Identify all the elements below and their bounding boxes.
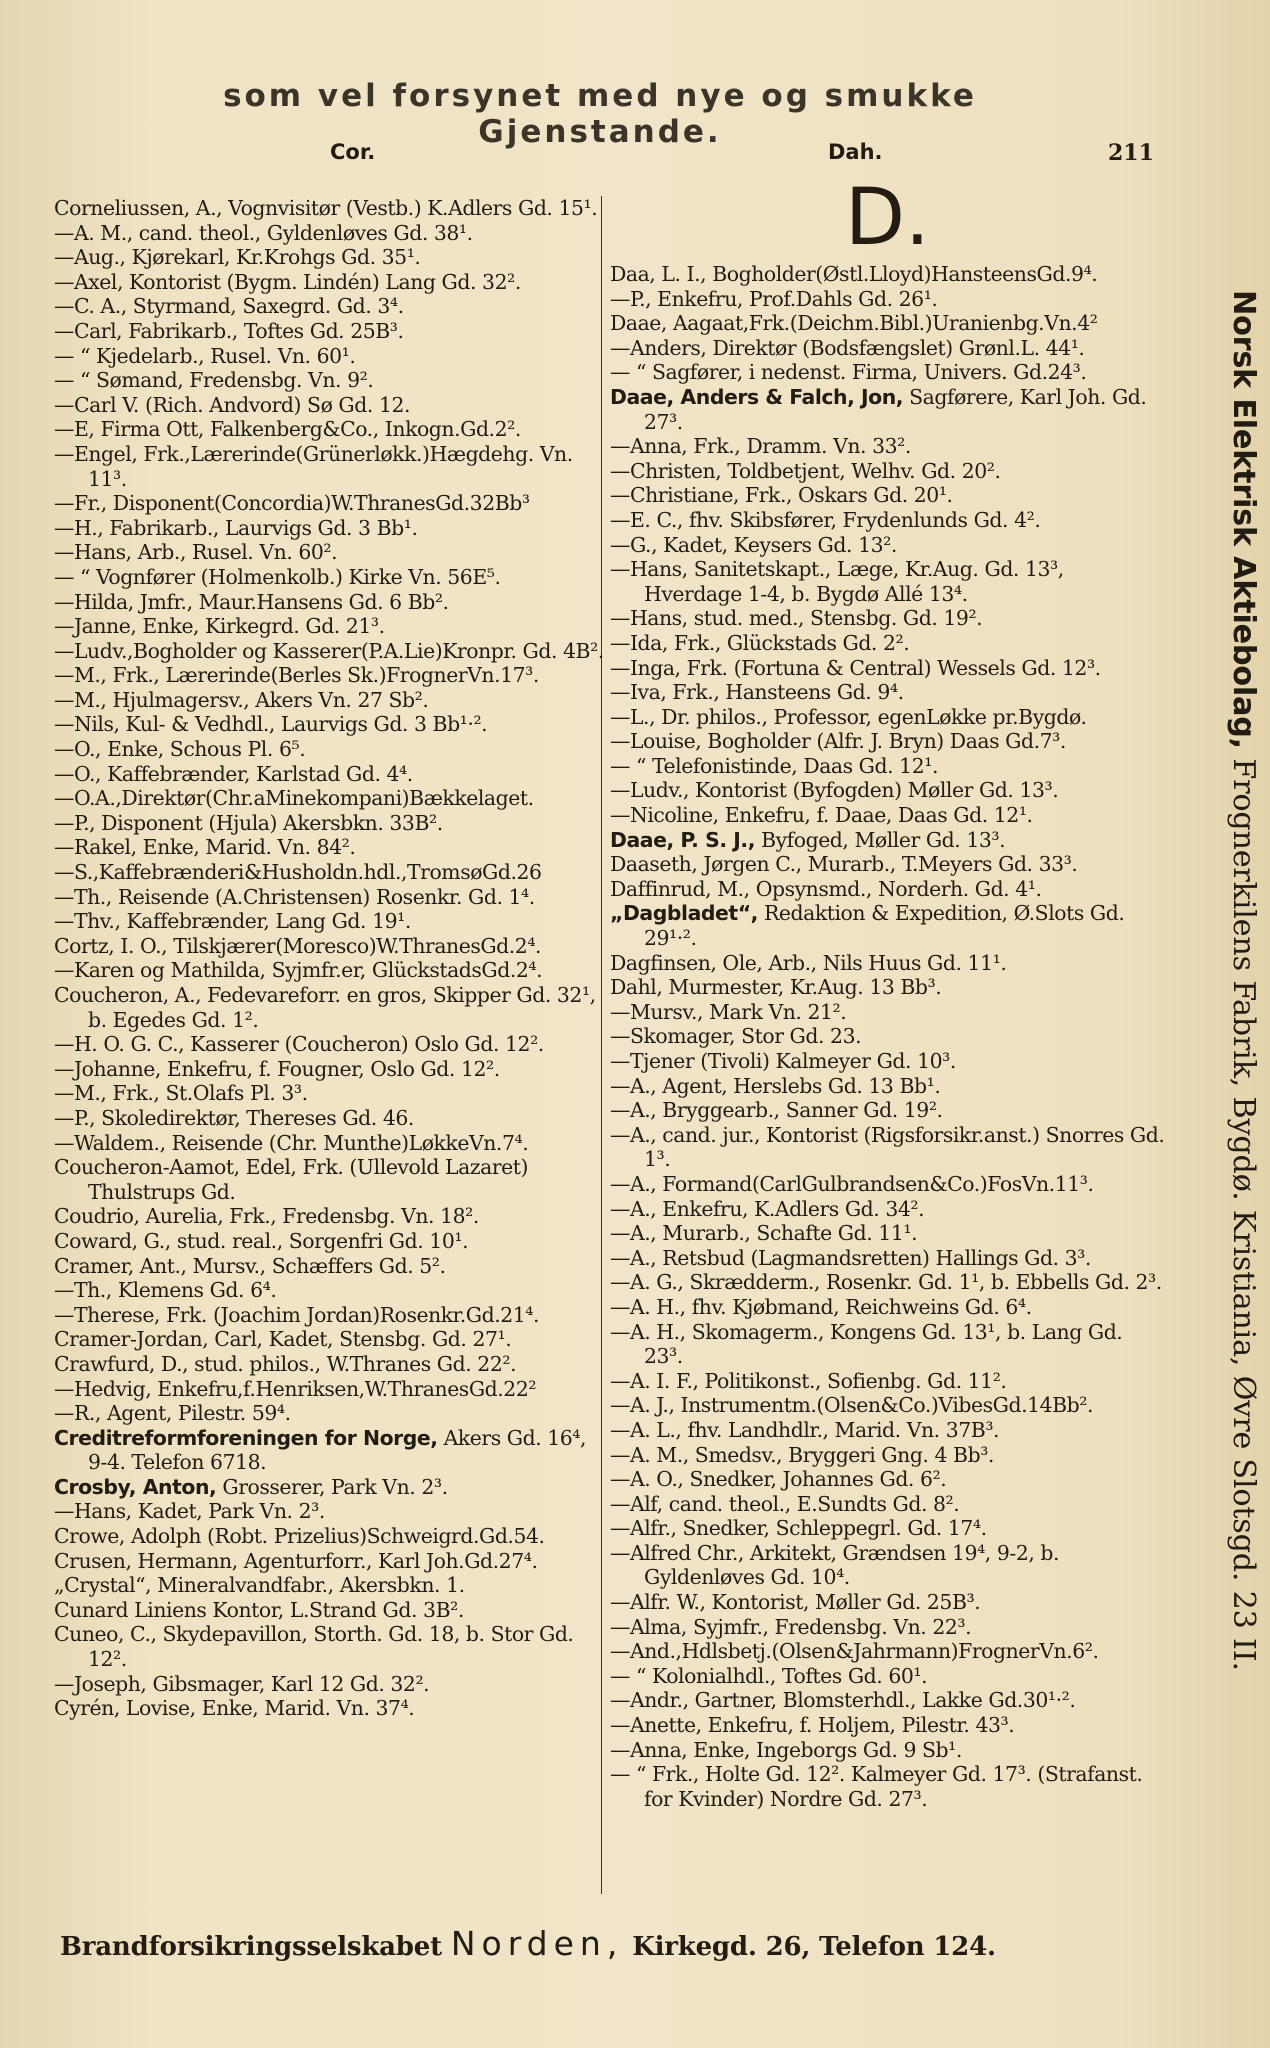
directory-entry [610, 1369, 1165, 1394]
directory-entry [54, 688, 606, 713]
directory-entry [54, 491, 606, 516]
directory-entry [54, 1524, 606, 1549]
entry-text: Coward, G., stud. real., Sorgenfri Gd. 10¹. [54, 1228, 469, 1253]
entry-text: —Skomager, Stor Gd. 23. [610, 1024, 862, 1049]
directory-entry [54, 934, 606, 959]
entry-text: —O., Enke, Schous Pl. 6⁵. [54, 737, 306, 762]
directory-entry [610, 533, 1165, 558]
entry-bold-name: Daae, P. S. J., [610, 827, 756, 852]
entry-text: Grosserer, Park Vn. 2³. [216, 1474, 448, 1499]
directory-entry [610, 1639, 1165, 1664]
entry-text: — “ Kjedelarb., Rusel. Vn. 60¹. [54, 343, 356, 368]
section-letter: D. [845, 173, 930, 263]
directory-entry [54, 712, 606, 737]
directory-entry [54, 737, 606, 762]
entry-text: —P., Disponent (Hjula) Akersbkn. 33B². [54, 810, 443, 835]
entry-text: —Louise, Bogholder (Alfr. J. Bryn) Daas Gd.7³. [610, 729, 1066, 754]
entry-text: —A., cand. jur., Kontorist (Rigsforsikr.anst.) Snorres Gd. 1³. [610, 1122, 1171, 1172]
directory-entry [54, 639, 606, 664]
directory-entry [54, 1032, 606, 1057]
footer-advertisement [60, 1924, 1180, 1963]
directory-entry [54, 614, 606, 639]
entry-text: —A. G., Skrædderm., Rosenkr. Gd. 1¹, b. Ebbells Gd. 2³. [610, 1270, 1162, 1295]
entry-text: —R., Agent, Pilestr. 59⁴. [54, 1401, 291, 1426]
directory-entry [610, 1074, 1165, 1099]
entry-text: Dahl, Murmester, Kr.Aug. 13 Bb³. [610, 975, 942, 1000]
directory-entry [610, 434, 1165, 459]
entry-text: —H. O. G. C., Kasserer (Coucheron) Oslo Gd. 12². [54, 1032, 544, 1057]
entry-text: —A. J., Instrumentm.(Olsen&Co.)VibesGd.14Bb². [610, 1393, 1094, 1418]
directory-entry [54, 1622, 606, 1671]
directory-entry [54, 393, 606, 418]
entry-text: —L., Dr. philos., Professor, egenLøkke pr.Bygdø. [610, 704, 1087, 729]
entry-text: —Hedvig, Enkefru,f.Henriksen,W.ThranesGd.22² [54, 1376, 537, 1401]
directory-entry [610, 828, 1165, 853]
directory-entry [610, 975, 1165, 1000]
entry-text: —Hilda, Jmfr., Maur.Hansens Gd. 6 Bb². [54, 589, 449, 614]
directory-entry [610, 336, 1165, 361]
entry-text: —A., Retsbud (Lagmandsretten) Hallings Gd. 3³. [610, 1245, 1091, 1270]
directory-entry [610, 557, 1165, 606]
entry-text: Sagførere, Karl Joh. Gd. 27³. [644, 384, 1153, 434]
entry-text: —P., Skoledirektør, Thereses Gd. 46. [54, 1105, 414, 1130]
directory-entry [54, 516, 606, 541]
side-ad-company: Norsk Elektrisk Aktiebolag, [1226, 290, 1261, 749]
directory-entry [54, 417, 606, 442]
entry-text: —Thv., Kaffebrænder, Lang Gd. 19¹. [54, 909, 411, 934]
entry-text: Daae, Aagaat,Frk.(Deichm.Bibl.)Uranienbg.Vn.4² [610, 311, 1098, 336]
entry-text: —Ludv.,Bogholder og Kasserer(P.A.Lie)Kronpr. Gd. 4B². [54, 638, 604, 663]
directory-entry [610, 1122, 1171, 1172]
footer-brand: Norden, [450, 1924, 624, 1963]
entry-text: Byfoged, Møller Gd. 13³. [755, 827, 1006, 852]
directory-entry [54, 1057, 606, 1082]
entry-text: Dagfinsen, Ole, Arb., Nils Huus Gd. 11¹. [610, 950, 1007, 975]
directory-entry [610, 680, 1165, 705]
directory-entry [610, 1738, 1165, 1763]
entry-text: —Hans, Kadet, Park Vn. 2³. [54, 1499, 325, 1524]
directory-entry [54, 319, 606, 344]
entry-text: Cortz, I. O., Tilskjærer(Moresco)W.ThranesGd.2⁴. [54, 933, 542, 958]
entry-text: —H., Fabrikarb., Laurvigs Gd. 3 Bb¹. [54, 515, 418, 540]
directory-entry [54, 860, 606, 885]
entry-text: Cramer, Ant., Mursv., Schæffers Gd. 5². [54, 1253, 446, 1278]
entry-bold-name: „Dagbladet“, [610, 901, 758, 926]
entry-text: —Aug., Kjørekarl, Kr.Krohgs Gd. 35¹. [54, 245, 421, 270]
entry-text: —Rakel, Enke, Marid. Vn. 84². [54, 835, 356, 860]
entry-text: —M., Frk., St.Olafs Pl. 3³. [54, 1081, 308, 1106]
entry-text: —A., Murarb., Schafte Gd. 11¹. [610, 1221, 918, 1246]
directory-entry [54, 221, 606, 246]
directory-entry [610, 459, 1165, 484]
directory-entry [610, 1295, 1165, 1320]
entry-text: Cyrén, Lovise, Enke, Marid. Vn. 37⁴. [54, 1696, 415, 1721]
directory-entry [54, 1573, 606, 1598]
entry-text: —M., Frk., Lærerinde(Berles Sk.)FrognerVn.17³. [54, 663, 539, 688]
right-guide-word: Dah. [828, 140, 883, 164]
directory-entry [54, 1352, 606, 1377]
directory-entry [610, 705, 1165, 730]
directory-entry [610, 656, 1165, 681]
entry-text: —A., Agent, Herslebs Gd. 13 Bb¹. [610, 1073, 941, 1098]
entry-text: — “ Sagfører, i nedenst. Firma, Univers. Gd.24³. [610, 360, 1087, 385]
entry-text: „Crystal“, Mineralvandfabr., Akersbkn. 1. [54, 1573, 465, 1598]
directory-entry [610, 1197, 1165, 1222]
entry-text: —G., Kadet, Keysers Gd. 13². [610, 532, 897, 557]
directory-entry [54, 1278, 606, 1303]
directory-entry [610, 1615, 1165, 1640]
directory-entry [54, 983, 606, 1032]
directory-entry [54, 1155, 606, 1204]
entry-text: Akers Gd. 16⁴, 9-4. Telefon 6718. [88, 1425, 593, 1475]
directory-entry [610, 631, 1165, 656]
directory-entry [54, 294, 606, 319]
directory-entry [610, 311, 1165, 336]
entry-text: —Anna, Frk., Dramm. Vn. 33². [610, 434, 911, 459]
entry-text: —O.A.,Direktør(Chr.aMinekompani)Bækkelaget. [54, 786, 534, 811]
entry-text: —M., Hjulmagersv., Akers Vn. 27 Sb². [54, 687, 429, 712]
entry-text: —Janne, Enke, Kirkegrd. Gd. 21³. [54, 614, 385, 639]
entry-text: —A., Enkefru, K.Adlers Gd. 34². [610, 1196, 925, 1221]
entry-text: —Waldem., Reisende (Chr. Munthe)LøkkeVn.7⁴. [54, 1130, 529, 1155]
entry-text: Daffinrud, M., Opsynsmd., Norderh. Gd. 4¹. [610, 876, 1042, 901]
entry-text: —E. C., fhv. Skibsfører, Frydenlunds Gd. 4². [610, 507, 1041, 532]
footer-company: Brandforsikringsselskabet [60, 1932, 442, 1962]
directory-entry [610, 901, 1165, 950]
directory-entry [610, 1688, 1165, 1713]
entry-text: —Ludv., Kontorist (Byfogden) Møller Gd. 13³. [610, 778, 1059, 803]
entry-text: —Th., Reisende (A.Christensen) Rosenkr. Gd. 1⁴. [54, 884, 535, 909]
directory-entry [54, 1696, 606, 1721]
directory-entry [54, 1229, 606, 1254]
directory-entry [54, 762, 606, 787]
directory-entry [610, 287, 1165, 312]
directory-entry [54, 909, 606, 934]
directory-entry [54, 1303, 606, 1328]
entry-text: —Andr., Gartner, Blomsterhdl., Lakke Gd.30¹·². [610, 1688, 1076, 1713]
directory-entry [610, 778, 1165, 803]
entry-text: — “ Telefonistinde, Daas Gd. 12¹. [610, 753, 938, 778]
directory-entry [54, 1549, 606, 1574]
entry-bold-name: Daae, Anders & Falch, Jon, [610, 384, 904, 409]
entry-text: — “ Frk., Holte Gd. 12². Kalmeyer Gd. 17³. (Strafanst. for Kvinder) Nordre Gd. 27³. [610, 1762, 1149, 1811]
entry-text: — “ Vognfører (Holmenkolb.) Kirke Vn. 56E⁵. [54, 564, 501, 589]
side-ad-address: Frognerkilens Fabrik, Bygdø. Kristiania, Øvre Slotsgd. 23 II. [1226, 748, 1261, 1671]
directory-entry [54, 1377, 606, 1402]
entry-text: —A. M., cand. theol., Gyldenløves Gd. 38¹. [54, 220, 473, 245]
directory-entry [610, 1049, 1165, 1074]
directory-entry [54, 196, 606, 221]
entry-text: —O., Kaffebrænder, Karlstad Gd. 4⁴. [54, 761, 413, 786]
entry-text: Daaseth, Jørgen C., Murarb., T.Meyers Gd. 33³. [610, 852, 1078, 877]
directory-entry [610, 483, 1165, 508]
entry-text: Daa, L. I., Bogholder(Østl.Lloyd)HansteensGd.9⁴. [610, 262, 1098, 286]
entry-text: —Therese, Frk. (Joachim Jordan)Rosenkr.Gd.21⁴. [54, 1302, 540, 1327]
directory-entry [54, 1426, 606, 1475]
directory-entry [54, 270, 606, 295]
directory-entry [54, 368, 606, 393]
directory-entry [610, 1393, 1165, 1418]
left-guide-word: Cor. [330, 140, 376, 164]
directory-entry [54, 958, 606, 983]
directory-entry [610, 877, 1165, 902]
entry-text: Cramer-Jordan, Carl, Kadet, Stensbg. Gd. 27¹. [54, 1327, 512, 1352]
entry-text: —C. A., Styrmand, Saxegrd. Gd. 3⁴. [54, 294, 404, 319]
directory-entry [610, 1221, 1165, 1246]
right-column [610, 262, 1171, 1811]
page-number: 211 [1108, 140, 1154, 166]
directory-entry [54, 590, 606, 615]
entry-text: Redaktion & Expedition, Ø.Slots Gd. 29¹·². [644, 901, 1131, 951]
directory-entry [610, 1024, 1165, 1049]
directory-entry [54, 835, 606, 860]
directory-entry [610, 1172, 1165, 1197]
directory-entry [54, 1598, 606, 1623]
directory-entry [54, 1254, 606, 1279]
directory-entry [610, 262, 1165, 287]
directory-entry [610, 360, 1165, 385]
directory-entry [610, 1762, 1165, 1811]
directory-entry [54, 885, 606, 910]
entry-text: Crusen, Hermann, Agenturforr., Karl Joh.Gd.27⁴. [54, 1548, 538, 1573]
directory-entry [54, 1475, 606, 1500]
entry-text: Coudrio, Aurelia, Frk., Fredensbg. Vn. 18². [54, 1204, 479, 1229]
directory-entry [54, 1081, 606, 1106]
top-banner-ad: som vel forsynet med nye og smukke Gjenstande. [223, 78, 977, 150]
directory-entry [610, 1443, 1165, 1468]
entry-text: —Th., Klemens Gd. 6⁴. [54, 1278, 277, 1303]
entry-text: —Anna, Enke, Ingeborgs Gd. 9 Sb¹. [610, 1737, 962, 1762]
entry-text: —Hans, Sanitetskapt., Læge, Kr.Aug. Gd. 13³, Hverdage 1-4, b. Bygdø Allé 13⁴. [610, 557, 1070, 606]
entry-text: —Carl, Fabrikarb., Toftes Gd. 25B³. [54, 318, 404, 343]
directory-entry [610, 1713, 1165, 1738]
entry-text: —E, Firma Ott, Falkenberg&Co., Inkogn.Gd.2². [54, 417, 521, 442]
entry-text: —Alfr., Snedker, Schleppegrl. Gd. 17⁴. [610, 1516, 987, 1541]
entry-text: Coucheron, A., Fedevareforr. en gros, Skipper Gd. 32¹, b. Egedes Gd. 1². [54, 983, 602, 1032]
entry-text: —Alfr. W., Kontorist, Møller Gd. 25B³. [610, 1590, 981, 1615]
entry-text: —Christiane, Frk., Oskars Gd. 20¹. [610, 483, 953, 508]
directory-entry [54, 344, 606, 369]
directory-entry [54, 1106, 606, 1131]
entry-text: —Nils, Kul- & Vedhdl., Laurvigs Gd. 3 Bb¹·². [54, 712, 488, 737]
directory-entry [54, 1131, 606, 1156]
entry-text: — “ Kolonialhdl., Toftes Gd. 60¹. [610, 1663, 928, 1688]
directory-entry [54, 565, 606, 590]
entry-bold-name: Crosby, Anton, [54, 1474, 217, 1499]
directory-entry [610, 1492, 1165, 1517]
directory-entry [610, 1320, 1165, 1369]
directory-entry [610, 754, 1165, 779]
directory-entry [610, 1516, 1165, 1541]
entry-text: —P., Enkefru, Prof.Dahls Gd. 26¹. [610, 286, 938, 311]
entry-text: Cuneo, C., Skydepavillon, Storth. Gd. 18, b. Stor Gd. 12². [54, 1622, 580, 1672]
directory-entry [610, 1590, 1165, 1615]
left-column [54, 196, 606, 1721]
entry-text: — “ Sømand, Fredensbg. Vn. 9². [54, 368, 374, 393]
entry-bold-name: Creditreformforeningen for Norge, [54, 1425, 438, 1450]
entry-text: —And.,Hdlsbetj.(Olsen&Jahrmann)FrognerVn.6². [610, 1639, 1099, 1664]
directory-entry [54, 245, 606, 270]
entry-text: —S.,Kaffebrænderi&Husholdn.hdl.,TromsøGd.26 [54, 860, 542, 885]
entry-text: —A. H., fhv. Kjøbmand, Reichweins Gd. 6⁴. [610, 1294, 1032, 1319]
entry-text: —Tjener (Tivoli) Kalmeyer Gd. 10³. [610, 1049, 956, 1073]
entry-text: —A., Bryggearb., Sanner Gd. 19². [610, 1098, 943, 1123]
directory-entry [610, 1246, 1165, 1271]
entry-text: —Hans, Arb., Rusel. Vn. 60². [54, 540, 338, 565]
entry-text: —Karen og Mathilda, Syjmfr.er, GlückstadsGd.2⁴. [54, 958, 543, 983]
entry-text: —Alma, Syjmfr., Fredensbg. Vn. 22³. [610, 1614, 972, 1639]
directory-entry [610, 803, 1165, 828]
entry-text: —Anette, Enkefru, f. Holjem, Pilestr. 43³. [610, 1713, 1015, 1738]
directory-entry [54, 1499, 606, 1524]
directory-entry [54, 1204, 606, 1229]
directory-entry [610, 1541, 1165, 1590]
directory-entry [610, 1467, 1165, 1492]
directory-entry [54, 540, 606, 565]
entry-text: —Carl V. (Rich. Andvord) Sø Gd. 12. [54, 392, 411, 417]
entry-text: —Nicoline, Enkefru, f. Daae, Daas Gd. 12¹. [610, 803, 1033, 828]
directory-entry [610, 1664, 1165, 1689]
directory-entry [610, 385, 1165, 434]
entry-text: —Hans, stud. med., Stensbg. Gd. 19². [610, 606, 983, 631]
directory-entry [610, 606, 1165, 631]
entry-text: —A. I. F., Politikonst., Sofienbg. Gd. 11². [610, 1368, 1007, 1393]
entry-text: Coucheron-Aamot, Edel, Frk. (Ullevold Lazaret) Thulstrups Gd. [54, 1155, 535, 1204]
directory-entry [610, 951, 1165, 976]
directory-entry [610, 1418, 1165, 1443]
entry-text: —Anders, Direktør (Bodsfængslet) Grønl.L. 44¹. [610, 335, 1085, 360]
directory-entry [54, 442, 606, 491]
entry-text: —Fr., Disponent(Concordia)W.ThranesGd.32Bb³ [54, 491, 530, 516]
directory-entry [54, 663, 606, 688]
side-advertisement [1226, 290, 1261, 1671]
entry-text: —Ida, Frk., Glückstads Gd. 2². [610, 630, 910, 655]
directory-entry [610, 729, 1165, 754]
entry-text: Crawfurd, D., stud. philos., W.Thranes Gd. 22². [54, 1351, 517, 1376]
directory-entry [610, 1000, 1165, 1025]
entry-text: —Axel, Kontorist (Bygm. Lindén) Lang Gd. 32². [54, 269, 521, 294]
entry-text: —Joseph, Gibsmager, Karl 12 Gd. 32². [54, 1671, 430, 1696]
entry-text: —A. M., Smedsv., Bryggeri Gng. 4 Bb³. [610, 1442, 994, 1467]
footer-address: Kirkegd. 26, Telefon 124. [632, 1932, 996, 1962]
entry-text: —A. L., fhv. Landhdlr., Marid. Vn. 37B³. [610, 1417, 1000, 1442]
directory-entry [610, 1098, 1165, 1123]
directory-entry [54, 1672, 606, 1697]
entry-text: —A. O., Snedker, Johannes Gd. 6². [610, 1467, 947, 1492]
directory-entry [54, 786, 606, 811]
directory-entry [610, 1270, 1165, 1295]
directory-entry [54, 1327, 606, 1352]
entry-text: —Engel, Frk.,Lærerinde(Grünerløkk.)Hægdehg. Vn. 11³. [54, 441, 579, 491]
entry-text: —A. H., Skomagerm., Kongens Gd. 13¹, b. Lang Gd. 23³. [610, 1319, 1129, 1369]
directory-entry [54, 1401, 606, 1426]
entry-text: —Mursv., Mark Vn. 21². [610, 999, 847, 1024]
entry-text: —Iva, Frk., Hansteens Gd. 9⁴. [610, 680, 904, 705]
entry-text: —Christen, Toldbetjent, Welhv. Gd. 20². [610, 458, 1001, 483]
entry-text: Corneliussen, A., Vognvisitør (Vestb.) K.Adlers Gd. 15¹. [54, 196, 598, 220]
entry-text: Cunard Liniens Kontor, L.Strand Gd. 3B². [54, 1597, 464, 1622]
entry-text: Crowe, Adolph (Robt. Prizelius)Schweigrd.Gd.54. [54, 1524, 545, 1549]
directory-entry [54, 811, 606, 836]
entry-text: —A., Formand(CarlGulbrandsen&Co.)FosVn.11³. [610, 1171, 1094, 1196]
entry-text: —Alf, cand. theol., E.Sundts Gd. 8². [610, 1491, 960, 1516]
entry-text: —Inga, Frk. (Fortuna & Central) Wessels Gd. 12³. [610, 655, 1101, 680]
directory-entry [610, 508, 1165, 533]
entry-text: —Alfred Chr., Arkitekt, Grændsen 19⁴, 9-2, b. Gyldenløves Gd. 10⁴. [610, 1540, 1066, 1590]
entry-text: —Johanne, Enkefru, f. Fougner, Oslo Gd. 12². [54, 1056, 500, 1081]
directory-entry [610, 852, 1165, 877]
